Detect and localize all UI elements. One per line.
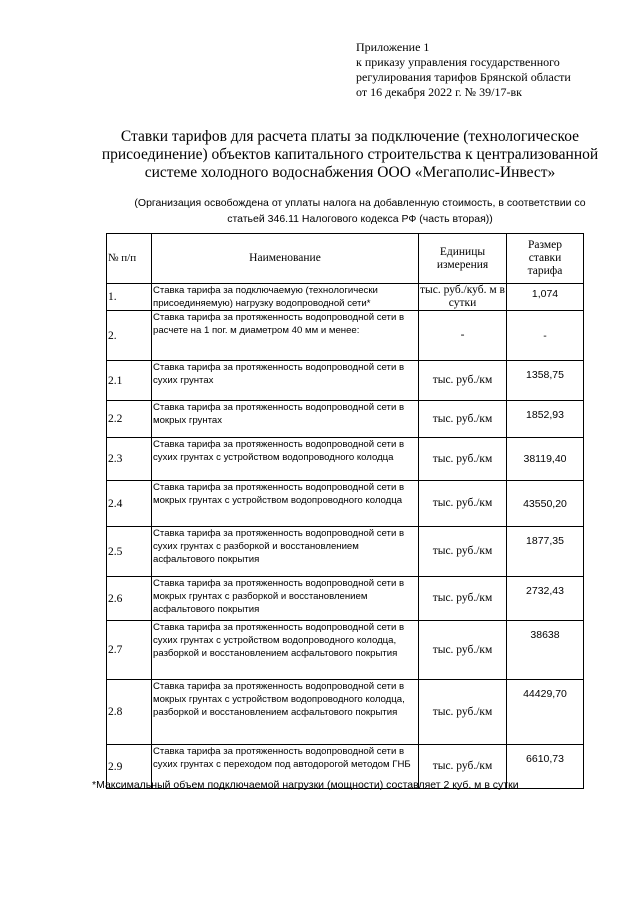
table-row [107,361,584,401]
row-name: Ставка тарифа за протяженность водопроводной сети в мокрых грунтах с устройством водопроводного колодца [152,481,419,527]
row-rate: 38119,40 [507,438,584,481]
row-name: Ставка тарифа за протяженность водопроводной сети в сухих грунтах [152,361,419,401]
row-name: Ставка тарифа за протяженность водопроводной сети в сухих грунтах с разборкой и восстановлением асфальтового покрытия [152,527,419,577]
row-num: 1. [107,284,152,311]
row-num: 2.1 [107,361,152,401]
table-row [107,481,584,527]
title-line: присоединение) объектов капитального строительства к централизованной [101,146,599,163]
row-name: Ставка тарифа за протяженность водопроводной сети в сухих грунтах с устройством водопроводного колодца, разборкой и восстановлением асфальтового покрытия [152,621,419,680]
row-rate: 6610,73 [507,745,584,789]
header-unit [419,234,507,284]
row-num: 2.4 [107,481,152,527]
row-unit: тыс. руб./км [419,481,507,527]
row-unit: тыс. руб./км [419,361,507,401]
row-unit: тыс. руб./км [419,745,507,789]
row-name: Ставка тарифа за протяженность водопроводной сети в расчете на 1 пог. м диаметром 40 мм и менее: [152,311,419,361]
row-unit: тыс. руб./км [419,438,507,481]
header-name: Наименование [152,234,419,284]
appendix-header [356,40,636,100]
row-rate: 1877,35 [507,527,584,577]
note-line: статьей 346.11 Налогового кодекса РФ (часть вторая)) [227,213,493,225]
row-name: Ставка тарифа за протяженность водопроводной сети в мокрых грунтах с устройством водопроводного колодца, разборкой и восстановлением асфальтового покрытия [152,680,419,745]
appendix-line: регулирования тарифов Брянской области [356,70,571,84]
row-name: Ставка тарифа за протяженность водопроводной сети в мокрых грунтах [152,401,419,438]
title-line: Ставки тарифов для расчета платы за подключение (технологическое [120,128,580,145]
row-num: 2.3 [107,438,152,481]
header-rate-line2: ставки [528,252,562,264]
row-unit: - [419,311,507,361]
row-rate: 1358,75 [507,361,584,401]
header-unit-line1: Единицы [439,245,486,258]
row-name: Ставка тарифа за подключаемую (технологически присоединяемую) нагрузку водопроводной сети* [152,284,419,311]
table-row [107,284,584,311]
row-unit: тыс. руб./км [419,401,507,438]
document-title [100,128,600,182]
appendix-line: от 16 декабря 2022 г. № 39/17-вк [356,85,522,99]
row-unit: тыс. руб./км [419,527,507,577]
row-num: 2. [107,311,152,361]
row-num: 2.9 [107,745,152,789]
header-num: № п/п [107,234,152,284]
row-name: Ставка тарифа за протяженность водопроводной сети в мокрых грунтах с разборкой и восстановлением асфальтового покрытия [152,577,419,621]
row-num: 2.5 [107,527,152,577]
row-num: 2.2 [107,401,152,438]
table-header-row [107,234,584,284]
row-rate: 44429,70 [507,680,584,745]
table-row [107,527,584,577]
row-rate: 1,074 [507,284,584,311]
row-name: Ставка тарифа за протяженность водопроводной сети в сухих грунтах с переходом под автодорогой методом ГНБ [152,745,419,789]
row-rate: 1852,93 [507,401,584,438]
row-rate: - [507,311,584,361]
row-num: 2.7 [107,621,152,680]
row-unit: тыс. руб./км [419,577,507,621]
row-rate: 43550,20 [507,481,584,527]
table-row [107,621,584,680]
header-unit-line2: измерения [436,258,489,271]
table-row [107,577,584,621]
appendix-line: Приложение 1 [356,40,430,54]
footnote: *Максимальный объем подключаемой нагрузки (мощности) составляет 2 куб. м в сутки [92,779,519,791]
header-rate-line3: тарифа [527,265,563,277]
row-name: Ставка тарифа за протяженность водопроводной сети в сухих грунтах с устройством водопроводного колодца [152,438,419,481]
row-unit: тыс. руб./км [419,621,507,680]
row-unit: тыс. руб./км [419,680,507,745]
table-row [107,401,584,438]
tariff-table [106,233,584,789]
table-row [107,680,584,745]
row-rate: 2732,43 [507,577,584,621]
note-line: (Организация освобождена от уплаты налога на добавленную стоимость, в соответствии со [134,197,586,209]
row-unit: тыс. руб./куб. м в сутки [420,284,505,309]
header-rate-line1: Размер [527,239,562,251]
row-rate: 38638 [507,621,584,680]
table-row [107,311,584,361]
table-row [107,438,584,481]
vat-note [110,195,610,227]
title-line: системе холодного водоснабжения ООО «Мегаполис-Инвест» [144,164,556,181]
row-num: 2.8 [107,680,152,745]
header-rate [507,234,584,284]
row-num: 2.6 [107,577,152,621]
appendix-line: к приказу управления государственного [356,55,560,69]
